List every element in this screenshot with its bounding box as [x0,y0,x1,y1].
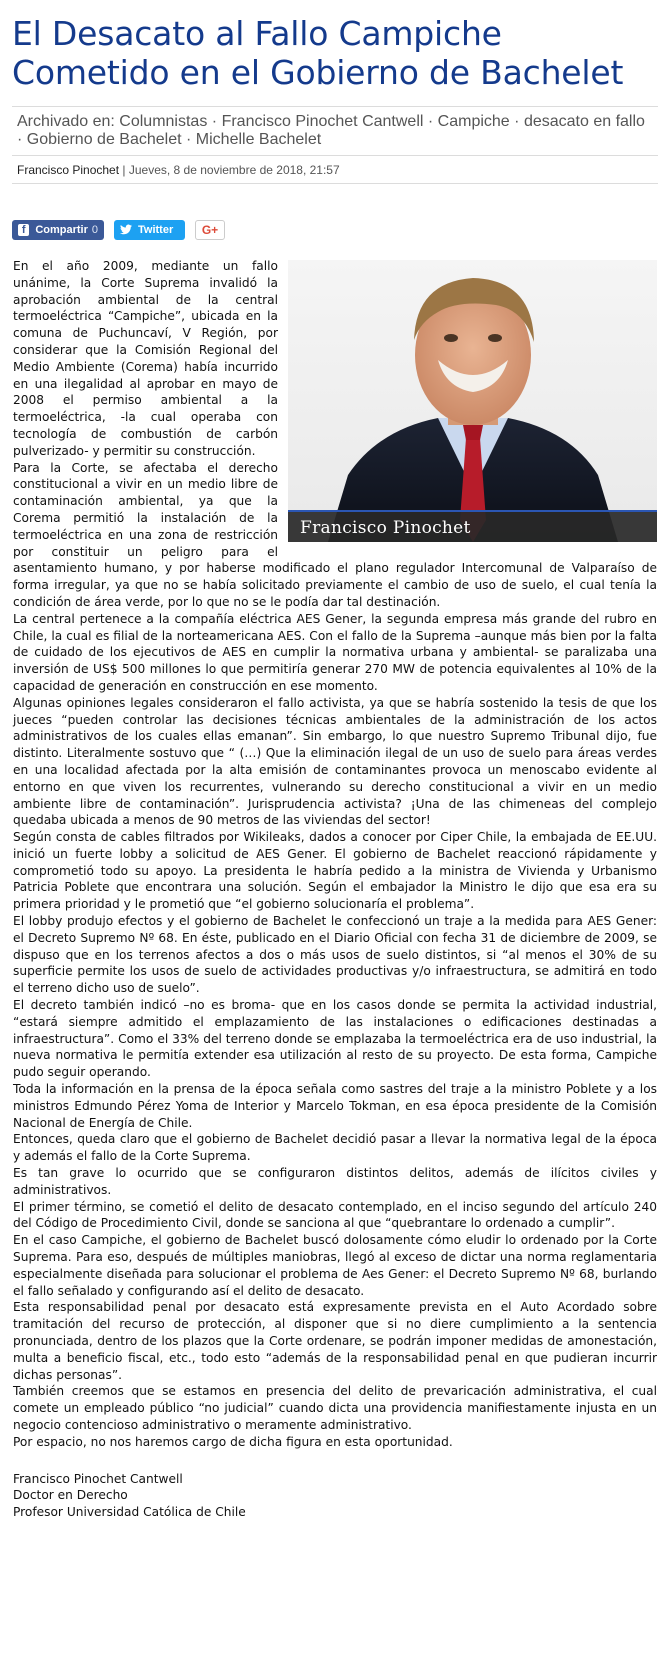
paragraph: Según consta de cables filtrados por Wikileaks, dados a conocer por Ciper Chile, la embajada de EE.UU. inició un fuerte lobby a solicitud de AES Gener. El gobierno de Bachelet reaccionó rápidamente y comprometió todo su apoyo. La presidenta le habría pedido a la ministra de Vivienda y Urbanismo Patricia Poblete que encontrara una solución. Según el embajador la Ministro le dijo que esa era su primera prioridad y le prometió que “el gobierno solucionaría el problema”. [13,830,657,912]
publish-date: Jueves, 8 de noviembre de 2018, 21:57 [128,163,340,177]
byline: Francisco Pinochet | Jueves, 8 de noviembre de 2018, 21:57 [17,163,340,177]
paragraph: Es tan grave lo ocurrido que se configuraron distintos delitos, además de ilícitos civiles y administrativos. [13,1166,657,1197]
signature-affiliation: Profesor Universidad Católica de Chile [13,1505,246,1520]
tag-link[interactable]: desacato en fallo [523,113,645,130]
google-plus-share-button[interactable]: G+ [195,220,225,240]
paragraph: El lobby produjo efectos y el gobierno de Bachelet le confeccionó un traje a la medida para AES Gener: el Decreto Supremo Nº 68. En éste, publicado en el Diario Oficial con fecha 31 de diciembre de 2009, se dispuso que en los terrenos afectos a dos o más usos de suelo distintos, si “al menos el 30% de su superficie permite los usos de suelo de actividades productivas y/o infraestructura, se admitirá en todo el terreno dicho uso de suelo”. [13,914,657,996]
paragraph: Algunas opiniones legales consideraron el fallo activista, ya que se habría sostenido la tesis de que los jueces “pueden controlar las decisiones técnicas ambientales de la administración de los actos administrativos de los cuales ellas emanan”. Sin embargo, lo que nuestro Supremo Tribunal dijo, fue distinto. Literalmente sostuvo que “ (…) Que la eliminación ilegal de un uso de suelo para áreas verdes en una localidad afectada por la alta emisión de contaminantes provoca un menoscabo evidente al entorno en que viven los recurrentes, vulnerando su derecho constitucional a vivir en un medio ambiente libre de contaminación”. Jurisprudencia activista? ¡Una de las chimeneas del complejo quedaba ubicada a menos de 90 metros de las viviendas del sector! [13,695,657,828]
twitter-share-button[interactable] [114,220,185,240]
paragraph: Esta responsabilidad penal por desacato está expresamente prevista en el Auto Acordado sobre tramitación del recurso de protección, al disponer que si no diere cumplimiento a la sentencia pronunciada, dentro de los plazos que la Corte ordenare, se podrán imponer medidas de amonestación, multa a beneficio fiscal, etc., todo esto “además de la responsabilidad penal en que pudieran incurrir dichas personas”. [13,1300,657,1382]
article-body [12,248,658,1521]
paragraph: Para la Corte, se afectaba el derecho constitucional a vivir en un medio libre de contaminación ambiental, ya que la Corema permitió la instalación de la termoeléctrica en una zona de restricción por constituir un peligro para el asentamiento humano, y por haberse modificado el plano regulador Intercomunal de Valparaíso de forma irregular, ya que no se había solicitado previamente el cambio de uso de suelo, el cual tenía la condición de área verde, por lo que no se le podía dar tal destinación. [13,460,657,609]
tag-link[interactable]: Campiche [437,113,510,130]
tag-link[interactable]: Gobierno de Bachelet [26,131,182,148]
paragraph: Entonces, queda claro que el gobierno de Bachelet decidió pasar a llevar la normativa legal de la época y además el fallo de la Corte Suprema. [13,1132,657,1164]
paragraph: En el año 2009, mediante un fallo unánime, la Corte Suprema invalidó la aprobación ambiental de la central termoeléctrica “Campiche”, ubicada en la comuna de Puchuncaví, V Región, por considerar que la Comisión Regional del Medio Ambiente (Corema) había incurrido en una ilegalidad al aprobar en mayo de 2008 el permiso ambiental a la termoeléctrica, -la cual operaba con tecnología de combustión de carbón pulverizado- y permitir su construcción. [13,259,278,458]
signature [13,1471,657,1521]
paragraph: El primer término, se cometió el delito de desacato contemplado, en el inciso segundo del artículo 240 del Código de Procedimiento Civil, donde se sanciona al que “quebrantare lo ordenado a cumplir”. [13,1199,657,1231]
author-photo [288,260,657,542]
signature-title: Doctor en Derecho [13,1488,128,1503]
paragraph: También creemos que se estamos en presencia del delito de prevaricación administrativa, el cual comete un empleado público “no judicial” cuando dicta una providencia manifiestamente injusta en un negocio contencioso administrativo o meramente administrativo. [13,1384,657,1432]
paragraph: Toda la información en la prensa de la época señala como sastres del traje a la ministro Poblete y a los ministros Edmundo Pérez Yoma de Interior y Marcelo Tokman, en esa época presidente de la Comisión Nacional de Energía de Chile. [13,1082,657,1130]
facebook-share-button[interactable] [12,220,104,240]
paragraph: La central pertenece a la compañía eléctrica AES Gener, la segunda empresa más grande del rubro en Chile, la cual es filial de la norteamericana AES. Con el fallo de la Suprema –aunque más bien por la falta de cuidado de los ejecutivos de AES en cumplir la normativa urbana y ambiental- se paralizaba una inversión de US$ 500 millones lo que permitiría generar 270 MW de potencia equivalentes al 10% de la capacidad de generación en construcción en ese momento. [13,611,657,693]
tag-link[interactable]: Columnistas [119,113,208,130]
twitter-share-label: Twitter [138,224,174,236]
signature-name: Francisco Pinochet Cantwell [13,1471,183,1486]
page-title: El Desacato al Fallo Campiche Cometido en el Gobierno de Bachelet [12,14,624,92]
author-portrait-image [288,260,657,542]
tag-link[interactable]: Francisco Pinochet Cantwell [221,113,424,130]
share-bar [12,184,658,248]
author-name: Francisco Pinochet [17,163,120,177]
archived-tags: Archivado en: Columnistas · Francisco Pinochet Cantwell · Campiche · desacato en fallo · Gobierno de Bachelet · Michelle Bachelet [17,113,645,148]
archived-label: Archivado en: [17,113,115,130]
twitter-bird-icon [120,224,132,236]
facebook-share-label: Compartir [35,224,88,236]
facebook-share-count: 0 [91,224,98,236]
paragraph: El decreto también indicó –no es broma- que en los casos donde se permita la actividad industrial, “estará siempre admitido el emplazamiento de las instalaciones o edificaciones destinadas a infraestructura”. Como el 33% del terreno donde se emplazaba la termoeléctrica era de uso industrial, la nueva normativa le permitía extender esa utilización al resto de su proyecto. De esta forma, Campiche pudo seguir operando. [13,998,657,1080]
paragraph: Por espacio, no nos haremos cargo de dicha figura en esta oportunidad. [13,1434,453,1449]
photo-caption: Francisco Pinochet [300,518,471,539]
facebook-icon: f [18,224,29,236]
tag-link[interactable]: Michelle Bachelet [195,131,322,148]
paragraph: En el caso Campiche, el gobierno de Bachelet buscó dolosamente cómo eludir lo ordenado por la Corte Suprema. Para eso, después de múltiples maniobras, llegó al exceso de dictar una norma reglamentaria especialmente diseñada para solucionar el problema de Aes Gener: el Decreto Supremo Nº 68, burlando el fallo señalado y configurando así el delito de desacato. [13,1233,657,1298]
